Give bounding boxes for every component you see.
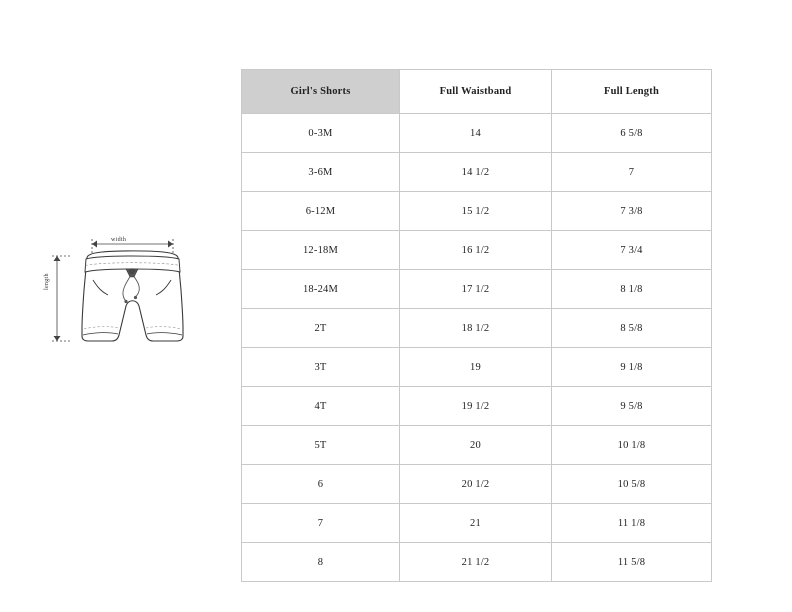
cell-waistband: 14 1/2 xyxy=(400,153,552,192)
cell-length: 9 5/8 xyxy=(552,387,712,426)
cell-size: 18-24M xyxy=(242,270,400,309)
cell-size: 0-3M xyxy=(242,114,400,153)
shorts-outline-icon xyxy=(82,251,183,341)
table-row xyxy=(242,387,712,426)
cell-size: 3-6M xyxy=(242,153,400,192)
table-row xyxy=(242,231,712,270)
cell-size: 7 xyxy=(242,504,400,543)
table-row xyxy=(242,426,712,465)
table-body xyxy=(242,114,712,582)
table-row xyxy=(242,543,712,582)
table-row xyxy=(242,192,712,231)
width-dimension-label: width xyxy=(111,237,127,243)
cell-waistband: 20 1/2 xyxy=(400,465,552,504)
cell-size: 8 xyxy=(242,543,400,582)
cell-waistband: 16 1/2 xyxy=(400,231,552,270)
cell-length: 6 5/8 xyxy=(552,114,712,153)
cell-length: 10 1/8 xyxy=(552,426,712,465)
cell-waistband: 17 1/2 xyxy=(400,270,552,309)
cell-waistband: 19 xyxy=(400,348,552,387)
shorts-illustration-svg xyxy=(40,228,205,373)
shorts-diagram xyxy=(40,228,205,373)
size-chart-table xyxy=(241,69,712,582)
cell-length: 7 3/8 xyxy=(552,192,712,231)
column-header-length: Full Length xyxy=(552,70,712,114)
table-row xyxy=(242,504,712,543)
cell-waistband: 15 1/2 xyxy=(400,192,552,231)
column-header-waistband: Full Waistband xyxy=(400,70,552,114)
table-row xyxy=(242,465,712,504)
cell-size: 12-18M xyxy=(242,231,400,270)
cell-size: 4T xyxy=(242,387,400,426)
cell-length: 11 1/8 xyxy=(552,504,712,543)
table-row xyxy=(242,153,712,192)
cell-length: 8 1/8 xyxy=(552,270,712,309)
cell-size: 6-12M xyxy=(242,192,400,231)
cell-length: 7 3/4 xyxy=(552,231,712,270)
cell-length: 11 5/8 xyxy=(552,543,712,582)
length-dimension-label: length xyxy=(44,273,50,290)
cell-waistband: 18 1/2 xyxy=(400,309,552,348)
cell-length: 7 xyxy=(552,153,712,192)
column-header-size: Girl's Shorts xyxy=(242,70,400,114)
cell-waistband: 21 xyxy=(400,504,552,543)
table-row xyxy=(242,270,712,309)
cell-size: 6 xyxy=(242,465,400,504)
table-header xyxy=(242,70,712,114)
table-row xyxy=(242,348,712,387)
table-header-row xyxy=(242,70,712,114)
cell-length: 8 5/8 xyxy=(552,309,712,348)
table-row xyxy=(242,309,712,348)
cell-size: 5T xyxy=(242,426,400,465)
table-row xyxy=(242,114,712,153)
cell-waistband: 20 xyxy=(400,426,552,465)
cell-waistband: 21 1/2 xyxy=(400,543,552,582)
length-arrow-icon xyxy=(52,256,70,341)
cell-waistband: 19 1/2 xyxy=(400,387,552,426)
cell-size: 3T xyxy=(242,348,400,387)
cell-size: 2T xyxy=(242,309,400,348)
cell-waistband: 14 xyxy=(400,114,552,153)
cell-length: 9 1/8 xyxy=(552,348,712,387)
cell-length: 10 5/8 xyxy=(552,465,712,504)
